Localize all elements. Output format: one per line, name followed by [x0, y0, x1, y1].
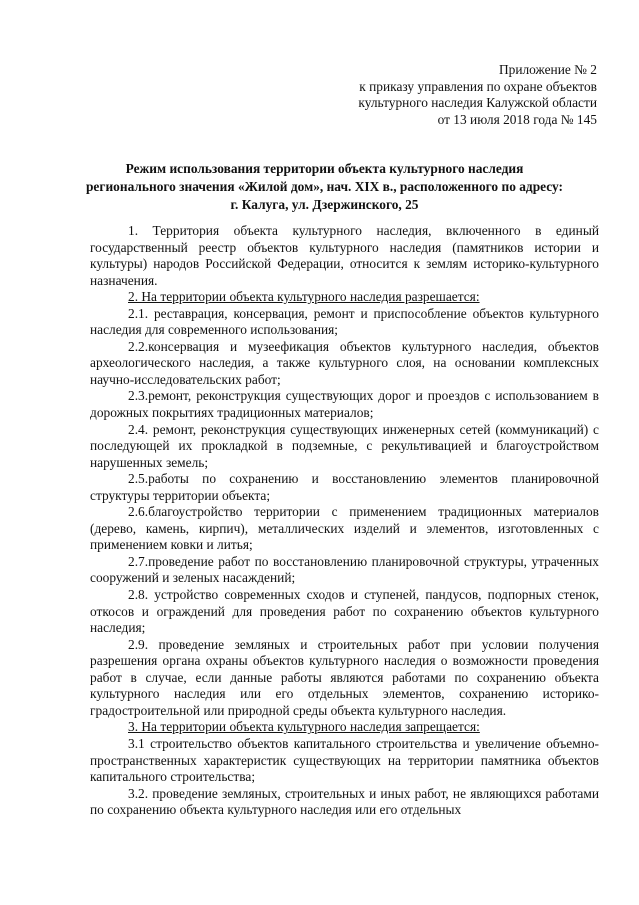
paragraph-2-8: 2.8. устройство современных сходов и ступеней, пандусов, подпорных стенок, откосов и ограждений для проведения работ по сохранению объектов культурного наследия;: [90, 587, 599, 636]
appendix-authority-line: культурного наследия Калужской области: [358, 95, 597, 110]
appendix-number: Приложение № 2: [498, 62, 597, 77]
title-line-2: регионального значения «Жилой дом», нач. XIX в., расположенного по адресу:: [85, 179, 564, 194]
section-heading-prohibited: 3. На территории объекта культурного наследия запрещается:: [128, 719, 480, 735]
title-line-3: г. Калуга, ул. Дзержинского, 25: [230, 197, 419, 212]
paragraph-2-4: 2.4. ремонт, реконструкция существующих инженерных сетей (коммуникаций) с последующей их прокладкой в подземные, с рекультивацией и благоустройством нарушенных земель;: [90, 421, 599, 470]
paragraph-2-2: 2.2.консервация и музеефикация объектов культурного наследия, объектов археологического наследия, а также культурного слоя, на основании комплексных научно-исследовательских работ;: [90, 338, 599, 387]
document-body: [90, 223, 599, 819]
appendix-order-line: к приказу управления по охране объектов: [359, 78, 597, 94]
paragraph-2-6: 2.6.благоустройство территории с применением традиционных материалов (дерево, камень, кирпич), металлических изделий и элементов, изготовленных с применением ковки и литья;: [90, 504, 599, 553]
paragraph-2-5: 2.5.работы по сохранению и восстановлению элементов планировочной структуры территории объекта;: [90, 471, 599, 503]
paragraph-2-7: 2.7.проведение работ по восстановлению планировочной структуры, утраченных сооружений и зеленых насаждений;: [90, 553, 599, 586]
paragraph-1: 1. Территория объекта культурного наследия, включенного в единый государственный реестр объектов культурного наследия (памятников истории и культуры) народов Российской Федерации, относится к землям историко-культурного назначения.: [90, 223, 599, 288]
paragraph-2-1: 2.1. реставрация, консервация, ремонт и приспособление объектов культурного наследия для современного использования;: [90, 305, 599, 338]
paragraph-2-9: 2.9. проведение земляных и строительных работ при условии получения разрешения органа охраны объектов культурного наследия о возможности проведения работ в случае, если данные работы являются работами по сохранению объекта культурного наследия или его отдельных элементов, сохранению историко-градостроительной или природной среды объекта культурного наследия.: [90, 636, 599, 718]
appendix-header: [358, 62, 597, 128]
paragraph-3-1: 3.1 строительство объектов капитального строительства и увеличение объемно-пространственных характеристик существующих на территории памятника объектов капитального строительства;: [90, 735, 599, 785]
section-heading-allowed: 2. На территории объекта культурного наследия разрешается:: [128, 289, 480, 305]
title-line-1: Режим использования территории объекта культурного наследия: [125, 161, 524, 176]
appendix-date-line: от 13 июля 2018 года № 145: [437, 111, 597, 127]
paragraph-2-3: 2.3.ремонт, реконструкция существующих дорог и проездов с использованием в дорожных покрытиях традиционных материалов;: [90, 388, 599, 421]
paragraph-3-2: 3.2. проведение земляных, строительных и иных работ, не являющихся работами по сохранению объекта культурного наследия или его отдельных: [90, 785, 599, 818]
document-title: [60, 160, 589, 214]
